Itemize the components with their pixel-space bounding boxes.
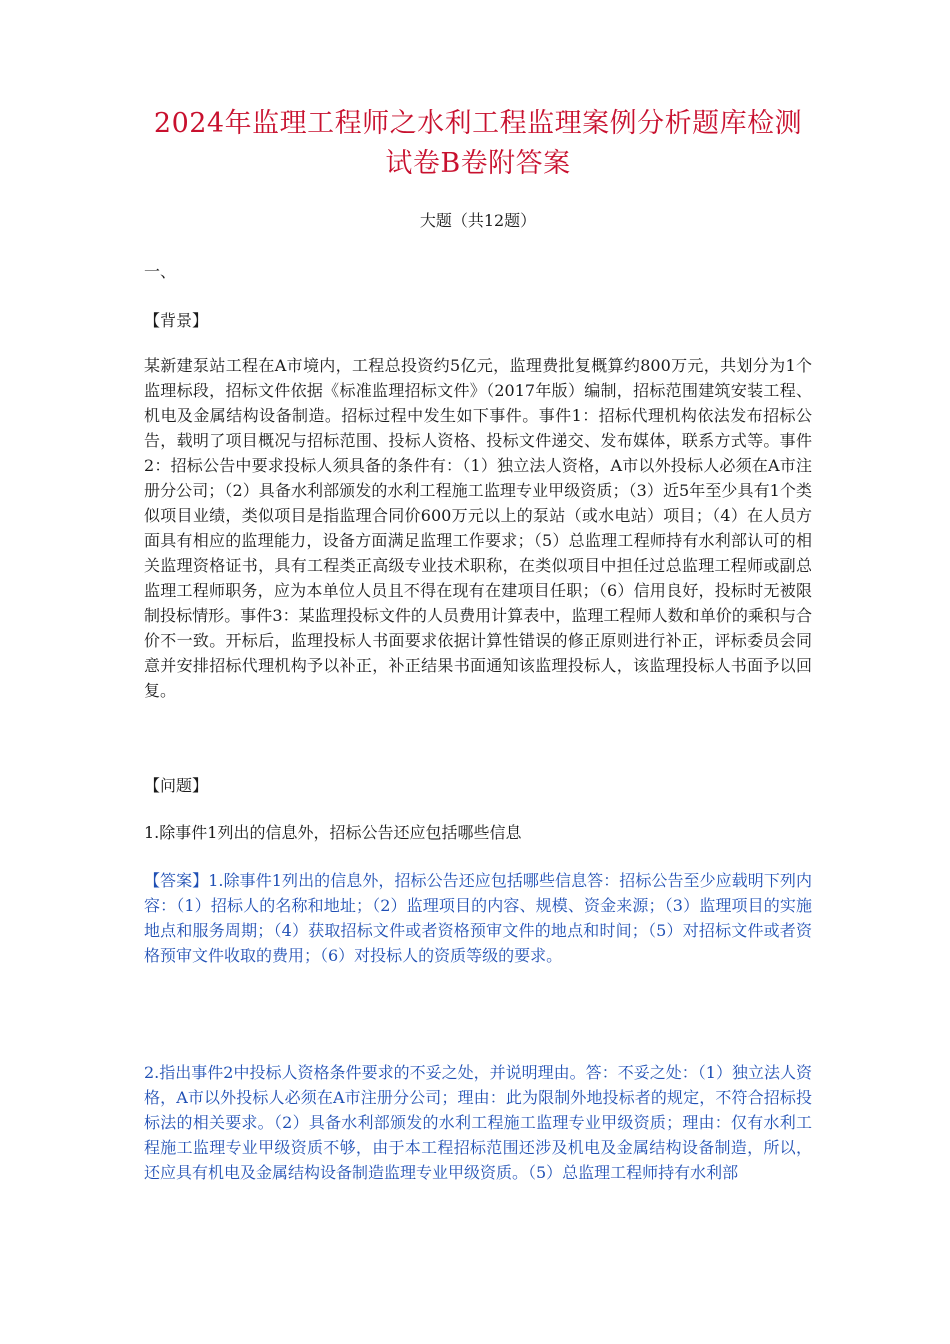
answer-1: 【答案】1.除事件1列出的信息外，招标公告还应包括哪些信息答：招标公告至少应载明下列内容：（1）招标人的名称和地址；（2）监理项目的内容、规模、资金来源；（3）监理项目的实施地点和服务周期；（4）获取招标文件或者资格预审文件的地点和时间；（5）对招标文件或者资格预审文件收取的费用；（6）对投标人的资质等级的要求。: [144, 871, 812, 965]
document-subtitle: 大题（共12题）: [419, 211, 537, 230]
question-heading: 【问题】: [144, 776, 209, 795]
question-text: 1.除事件1列出的信息外，招标公告还应包括哪些信息: [144, 823, 522, 842]
background-text: 某新建泵站工程在A市境内，工程总投资约5亿元，监理费批复概算约800万元，共划分为1个监理标段，招标文件依据《标准监理招标文件》（2017年版）编制，招标范围建筑安装工程、机电及金属结构设备制造。招标过程中发生如下事件。事件1：招标代理机构依法发布招标公告，载明了项目概况与招标范围、投标人资格、投标文件递交、发布媒体，联系方式等。事件2：招标公告中要求投标人须具备的条件有：（1）独立法人资格，A市以外投标人必须在A市注册分公司；（2）具备水利部颁发的水利工程施工监理专业甲级资质；（3）近5年至少具有1个类似项目业绩，类似项目是指监理合同价600万元以上的泵站（或水电站）项目；（4）在人员方面具有相应的监理能力，设备方面满足监理工作要求；（5）总监理工程师持有水利部认可的相关监理资格证书，具有工程类正高级专业技术职称，在类似项目中担任过总监理工程师或副总监理工程师职务，应为本单位人员且不得在现有在建项目任职；（6）信用良好，投标时无被限制投标情形。事件3：某监理投标文件的人员费用计算表中，监理工程师人数和单价的乘积与合价不一致。开标后，监理投标人书面要求依据计算性错误的修正原则进行补正，评标委员会同意并安排招标代理机构予以补正，补正结果书面通知该监理投标人，该监理投标人书面予以回复。: [144, 356, 812, 700]
section-number: 一、: [144, 262, 177, 281]
document-title: 2024年监理工程师之水利工程监理案例分析题库检测试卷B卷附答案: [153, 108, 803, 179]
background-heading: 【背景】: [144, 311, 209, 330]
answer-2: 2.指出事件2中投标人资格条件要求的不妥之处，并说明理由。答：不妥之处：（1）独立法人资格，A市以外投标人必须在A市注册分公司；理由：此为限制外地投标者的规定，不符合招标投标法的相关要求。（2）具备水利部颁发的水利工程施工监理专业甲级资质；理由：仅有水利工程施工监理专业甲级资质不够，由于本工程招标范围还涉及机电及金属结构设备制造，所以，还应具有机电及金属结构设备制造监理专业甲级资质。（5）总监理工程师持有水利部: [144, 1063, 812, 1182]
